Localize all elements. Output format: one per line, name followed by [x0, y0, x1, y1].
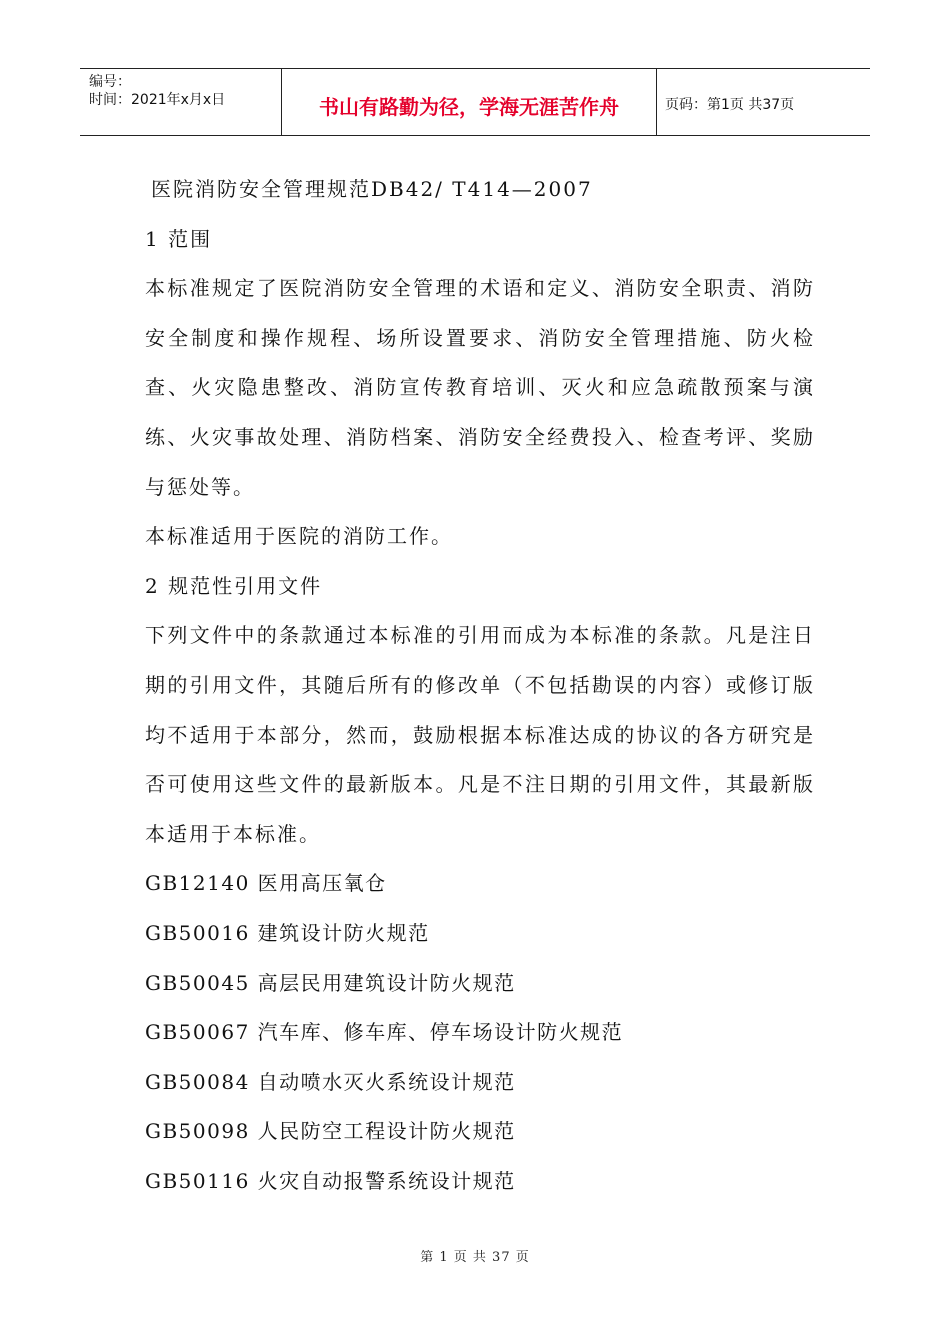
reference-item: GB50098 人民防空工程设计防火规范	[145, 1119, 516, 1144]
reference-item: GB50016 建筑设计防火规范	[145, 920, 430, 945]
page-header	[80, 68, 870, 136]
document-body	[145, 165, 815, 1206]
reference-item: GB50084 自动喷水灭火系统设计规范	[145, 1069, 516, 1094]
page-footer: 第 1 页 共 37 页	[420, 1250, 530, 1265]
header-motto: 书山有路勤为径，学海无涯苦作舟	[282, 69, 657, 135]
references-paragraph: 下列文件中的条款通过本标准的引用而成为本标准的条款。凡是注日期的引用文件，其随后所有的修改单（不包括勘误的内容）或修订版均不适用于本部分，然而，鼓励根据本标准达成的协议的各方研究是否可使用这些文件的最新版本。凡是不注日期的引用文件，其最新版本适用于本标准。	[145, 623, 815, 846]
reference-item: GB50045 高层民用建筑设计防火规范	[145, 970, 516, 995]
document-title: 医院消防安全管理规范DB42/ T414—2007	[151, 177, 593, 201]
header-page-info: 页码：第1页 共37页	[665, 97, 795, 113]
header-meta	[80, 69, 282, 135]
section-heading-scope: 1 范围	[145, 226, 213, 251]
section-heading-references: 2 规范性引用文件	[145, 573, 323, 598]
document-number-label: 编号：	[89, 74, 131, 90]
reference-item: GB50116 火灾自动报警系统设计规范	[145, 1168, 516, 1193]
reference-item: GB50067 汽车库、修车库、停车场设计防火规范	[145, 1020, 624, 1045]
applicability-paragraph: 本标准适用于医院的消防工作。	[145, 524, 453, 549]
scope-paragraph: 本标准规定了医院消防安全管理的术语和定义、消防安全职责、消防安全制度和操作规程、场所设置要求、消防安全管理措施、防火检查、火灾隐患整改、消防宣传教育培训、灭火和应急疏散预案与演练、火灾事故处理、消防档案、消防安全经费投入、检查考评、奖励与惩处等。	[145, 276, 815, 499]
document-date-label: 时间：2021年x月x日	[89, 92, 226, 108]
reference-item: GB12140 医用高压氧仓	[145, 871, 387, 896]
